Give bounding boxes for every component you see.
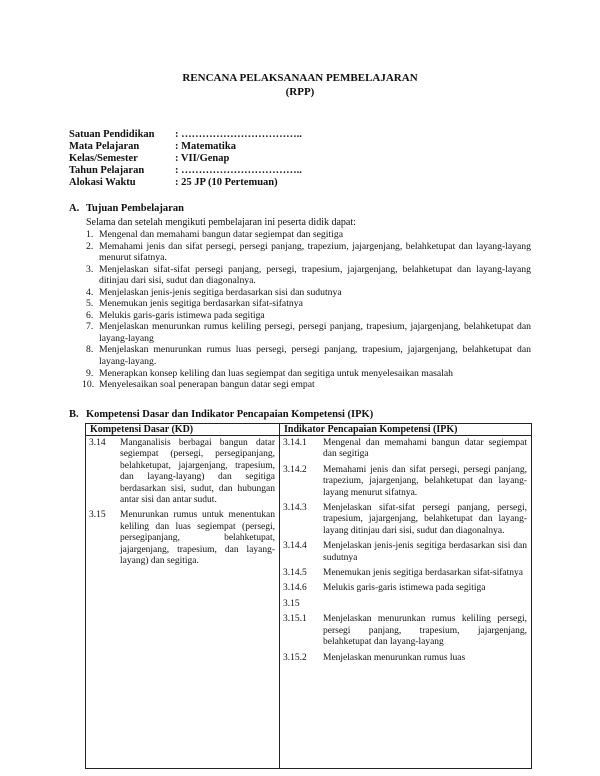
identity-row [69, 177, 278, 189]
column-header-ipk: Indikator Pencapaian Kompetensi (IPK) [280, 424, 532, 436]
list-item: 4. Menjelaskan jenis-jenis segitiga berdasarkan sisi dan sudutnya [86, 286, 342, 298]
identity-row [69, 165, 302, 177]
list-item: 10. Menyelesaikan soal penerapan bangun datar segi empat [82, 379, 315, 391]
identity-label: Tahun Pelajaran [69, 165, 145, 176]
identity-label: Alokasi Waktu [69, 177, 136, 188]
table-header-row [86, 424, 532, 436]
ipk-item: 3.14.3 Menjelaskan sifat-sifat persegi panjang, persegi, trapesium, jajargenjang, belahketupat dan layang-layang ditinjau dari sisi, sudut dan diagonalnya. [283, 503, 527, 536]
identity-row [69, 129, 302, 141]
ipk-cell [280, 436, 532, 769]
section-letter: B. [69, 409, 79, 420]
identity-value: : …………………………….. [175, 165, 302, 176]
identity-label: Satuan Pendidikan [69, 129, 155, 140]
list-item: 2. Memahami jenis dan sifat persegi, persegi panjang, trapezium, jajargenjang, belahketupat dan layang-layang menurut sifatnya. [86, 240, 531, 264]
list-item: 5. Menemukan jenis segitiga berdasarkan sifat-sifatnya [86, 298, 303, 310]
ipk-item: 3.15.1 Menjelaskan menurunkan rumus keliling persegi, persegi panjang, trapesium, jajargenjang, belahketupat dan layang-layang [283, 614, 527, 648]
table-row [86, 436, 532, 769]
section-letter: A. [69, 203, 80, 214]
competency-table [85, 423, 532, 769]
kd-item: 3.14 Manganalisis berbagai bangun datar segiempat (persegi, persegipanjang, belahketupat, jajargenjang, trapesium, dan layang-layang) dan segitiga berdasarkan sisi, sudut, dan hubungan antar sisi dan antar sudut. [89, 438, 275, 506]
document-title: RENCANA PELAKSANAAN PEMBELAJARAN [182, 72, 418, 84]
ipk-item: 3.14.5 Menemukan jenis segitiga berdasarkan sifat-sifatnya [283, 568, 523, 579]
document-subtitle: (RPP) [285, 86, 315, 98]
section-b-heading [69, 409, 373, 420]
ipk-item: 3.14.2 Memahami jenis dan sifat persegi, persegi panjang, trapezium, jajargenjang, belahketupat dan layang-layang menurut sifatnya. [283, 464, 527, 498]
section-title: Kompetensi Dasar dan Indikator Pencapaian Kompetensi (IPK) [86, 409, 374, 420]
list-item: 7. Menjelaskan menurunkan rumus keliling persegi, persegi panjang, trapesium, jajargenjang, belahketupat dan layang-layang [86, 321, 531, 344]
list-item: 8. Menjelaskan menurunkan rumus luas persegi, persegi panjang, trapesium, jajargenjang, belahketupat dan layang-layang. [86, 344, 531, 368]
ipk-item: 3.14.4 Menjelaskan jenis-jenis segitiga berdasarkan sisi dan sudutnya [283, 541, 527, 563]
identity-value: : Matematika [175, 141, 236, 152]
list-item: 3. Menjelaskan sifat-sifat persegi panjang, persegi, trapesium, jajargenjang, belahketupat dan layang-layang ditinjau dari sisi, sudut dan diagonalnya. [86, 263, 531, 287]
list-item: 1. Mengenal dan memahami bangun datar segiempat dan segitiga [86, 229, 343, 240]
ipk-item: 3.14.1 Mengenal dan memahami bangun datar segiempat dan segitiga [283, 438, 527, 460]
kd-cell [86, 436, 280, 769]
identity-value: : 25 JP (10 Pertemuan) [175, 177, 278, 188]
kd-item: 3.15 Menurunkan rumus untuk menentukan keliling dan luas segiempat (persegi, persegipanjang, belahketupat, jajargenjang, trapesium, dan layang-layang) dan segitiga. [89, 510, 275, 567]
identity-value: : VII/Genap [175, 153, 230, 164]
identity-label: Kelas/Semester [69, 153, 138, 164]
list-item: 9. Menerapkan konsep keliling dan luas segiempat dan segitiga untuk menyelesaikan masalah [86, 367, 454, 379]
list-item: 6. Melukis garis-garis istimewa pada segitiga [86, 309, 265, 321]
column-header-kd: Kompetensi Dasar (KD) [86, 424, 280, 436]
identity-row [69, 141, 236, 153]
learning-goals-list [82, 229, 531, 391]
ipk-item: 3.14.6 Melukis garis-garis istimewa pada segitiga [283, 583, 486, 594]
ipk-item: 3.15 [283, 598, 300, 609]
identity-label: Mata Pelajaran [69, 141, 140, 152]
identity-value: : …………………………….. [175, 129, 302, 140]
section-title: Tujuan Pembelajaran [86, 203, 184, 214]
section-a-intro: Selama dan setelah mengikuti pembelajaran ini peserta didik dapat: [86, 217, 356, 228]
ipk-item: 3.15.2 Menjelaskan menurunkan rumus luas [283, 652, 466, 663]
identity-row [69, 153, 229, 165]
section-a-heading [69, 203, 184, 214]
